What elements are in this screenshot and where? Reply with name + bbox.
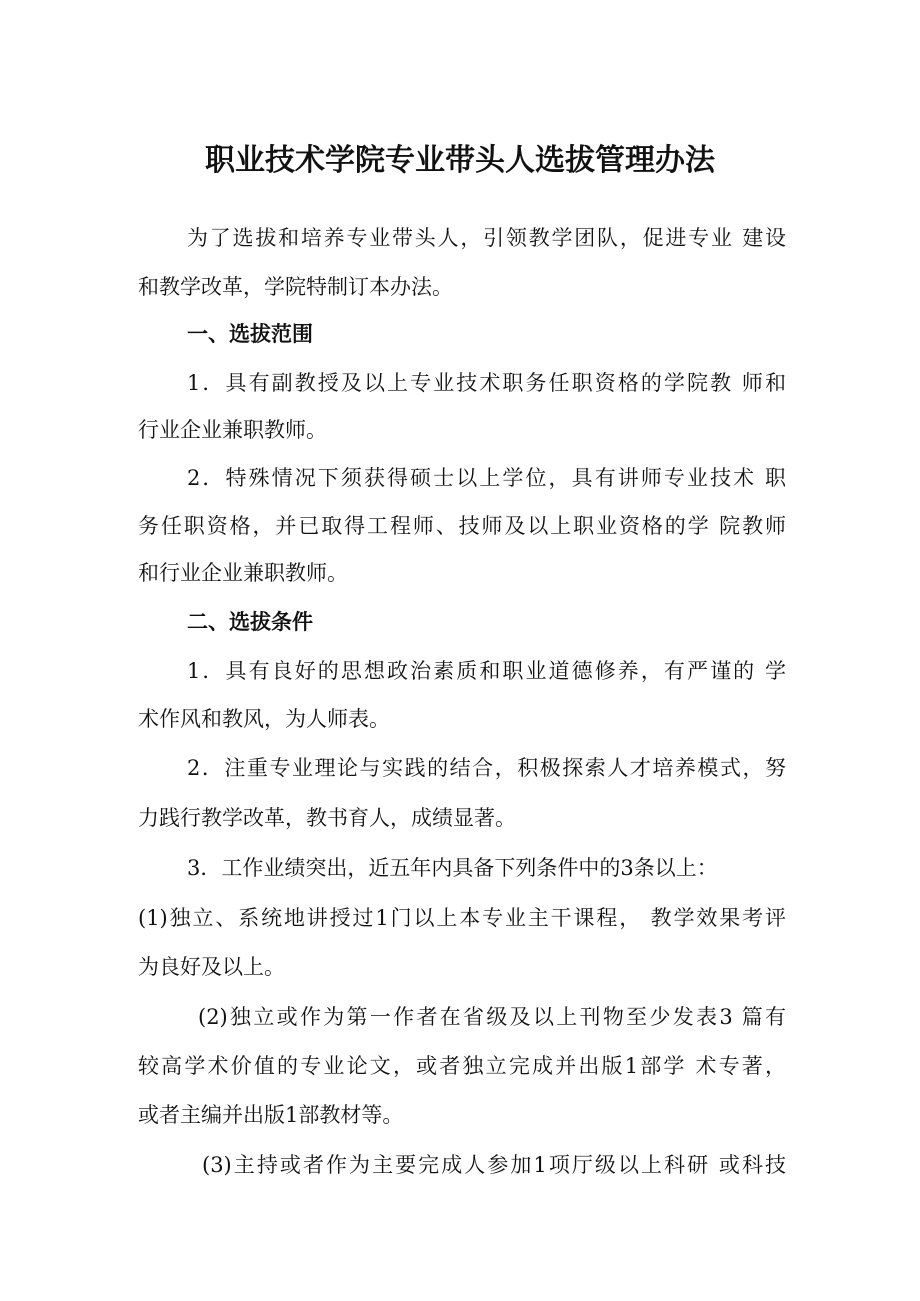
- paragraph-line: 务任职资格，并已取得工程师、技师及以上职业资格的学 院教师: [138, 514, 786, 538]
- paragraph-line: 3．工作业绩突出，近五年内具备下列条件中的3条以上：: [187, 856, 718, 880]
- paragraph-line: 1．具有副教授及以上专业技术职务任职资格的学院教 师和: [187, 371, 786, 395]
- paragraph-line: (1)独立、系统地讲授过1门以上本专业主干课程， 教学效果考评: [138, 906, 786, 930]
- paragraph-line: 2．特殊情况下须获得硕士以上学位，具有讲师专业技术 职: [187, 466, 786, 490]
- paragraph-line: 力践行教学改革，教书育人，成绩显著。: [138, 806, 516, 830]
- document-title: 职业技术学院专业带头人选拔管理办法: [205, 143, 715, 178]
- paragraph-line: 1．具有良好的思想政治素质和职业道德修养，有严谨的 学: [187, 659, 786, 683]
- paragraph-line: 和行业企业兼职教师。: [138, 561, 348, 585]
- paragraph-line: 和教学改革，学院特制订本办法。: [138, 275, 453, 299]
- paragraph-line: 较高学术价值的专业论文，或者独立完成并出版1部学 术专著，: [138, 1054, 786, 1078]
- paragraph-line: (3)主持或者作为主要完成人参加1项厅级以上科研 或科技: [202, 1153, 786, 1177]
- paragraph-line: 2．注重专业理论与实践的结合，积极探索人才培养模式，努: [187, 756, 786, 780]
- paragraph-line: 为良好及以上。: [138, 955, 285, 979]
- paragraph-line: (2)独立或作为第一作者在省级及以上刊物至少发表3 篇有: [198, 1005, 786, 1029]
- paragraph-line: 术作风和教风，为人师表。: [138, 707, 390, 731]
- section-heading-scope: 一、选拔范围: [187, 322, 313, 346]
- paragraph-line: 行业企业兼职教师。: [138, 418, 327, 442]
- section-heading-conditions: 二、选拔条件: [187, 610, 313, 634]
- paragraph-line: 或者主编并出版1部教材等。: [138, 1103, 404, 1127]
- paragraph-line: 为了选拔和培养专业带头人，引领教学团队，促进专业 建设: [187, 226, 786, 250]
